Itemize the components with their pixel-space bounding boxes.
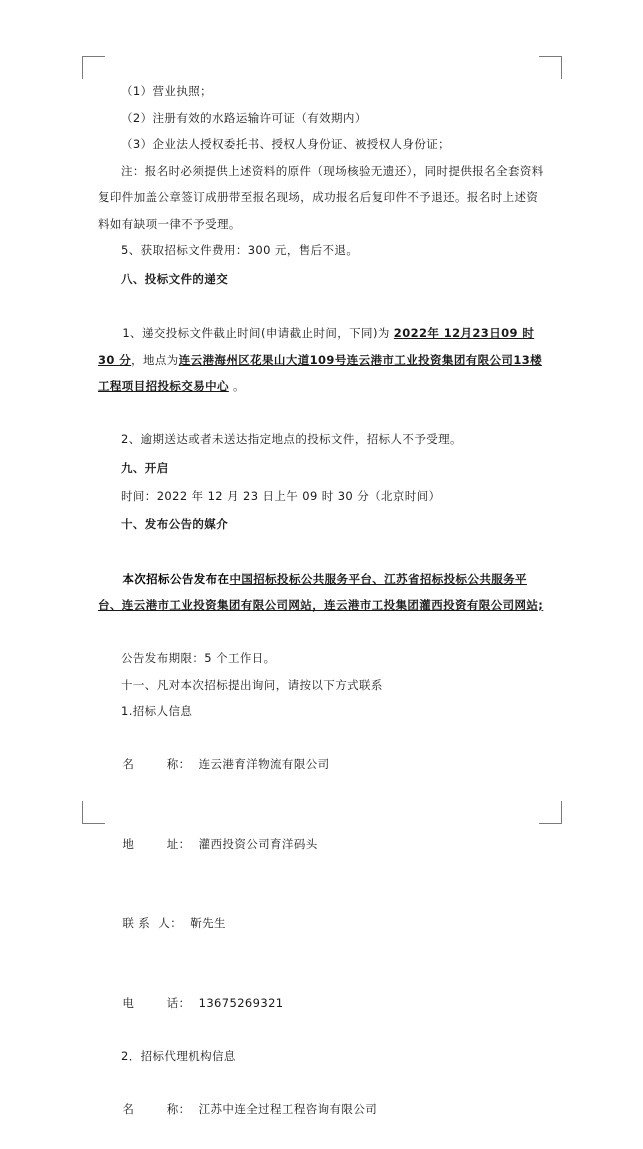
field-tenderer-name [98,725,546,805]
list-item: （3）企业法人授权委托书、授权人身份证、被授权人身份证； [121,137,451,151]
tenderer-info-heading: 1.招标人信息 [121,704,193,718]
field-value: 13675269321 [198,995,284,1010]
list-item: 2、逾期送达或者未送达指定地点的投标文件，招标人不予受理。 [121,432,462,446]
run-text: 本次招标公告发布在 [122,571,230,586]
note-paragraph: 注：报名时必须提供上述资料的原件（现场核验无遗还），同时提供报名全套资料复印件加盖公章签订成册带至报名现场，成功报名后复印件不予退还。报名时上述资料如有缺项一律不予受理。 [98,163,544,231]
field-value: 江苏中连全过程工程咨询有限公司 [198,1101,378,1116]
field-agency-name [98,1069,546,1149]
field-value: 灌西投资公司育洋码头 [198,836,318,851]
run-text: 。 [228,379,245,393]
submission-address: 连云港海州区花果山大道109号连云港市工业投资集团有限公司13楼工程项目招投标交易中心 [98,352,543,393]
section-heading-10: 十、发布公告的媒介 [121,517,229,531]
section-heading-9: 九、开启 [121,460,169,475]
field-label: 电 话： [122,995,191,1010]
field-tenderer-phone [98,963,546,1043]
deadline-datetime: 2022年 12月23日09 时30 分 [98,326,535,367]
field-label: 名 称： [122,757,191,771]
submission-deadline-paragraph [98,294,546,427]
document-body [98,78,546,1149]
field-tenderer-contact [98,884,546,964]
field-tenderer-address [98,804,546,884]
section-heading-8: 八、投标文件的递交 [121,271,229,286]
field-label: 联 系 人： [122,916,183,930]
section-heading-11: 十一、凡对本次招标提出询问，请按以下方式联系 [121,677,383,692]
run-text: ，地点为 [131,352,179,367]
field-label: 名 称： [122,1101,191,1116]
list-item: （2）注册有效的水路运输许可证（有效期内） [121,110,367,125]
field-value: 靳先生 [190,916,226,930]
run-text: 1、递交投标文件截止时间(申请截止时间，下同)为 [122,326,394,340]
agency-info-heading: 2．招标代理机构信息 [121,1048,236,1063]
field-value: 连云港育洋物流有限公司 [198,757,330,771]
announcement-period: 公告发布期限：5 个工作日。 [121,651,276,665]
field-label: 地 址： [122,836,191,851]
list-item: 5、获取招标文件费用：300 元，售后不退。 [121,243,359,257]
crop-mark-top-right [539,56,562,79]
announcement-media-paragraph [98,539,546,645]
opening-time: 时间：2022 年 12 月 23 日上午 09 时 30 分（北京时间） [121,488,441,503]
media-platform-list: 中国招标投标公共服务平台、江苏省招标投标公共服务平台、连云港市工业投资集团有限公司网站，连云港市工投集团灌西投资有限公司网站; [98,571,544,612]
crop-mark-top-left [82,56,105,79]
list-item: （1）营业执照； [121,84,213,98]
